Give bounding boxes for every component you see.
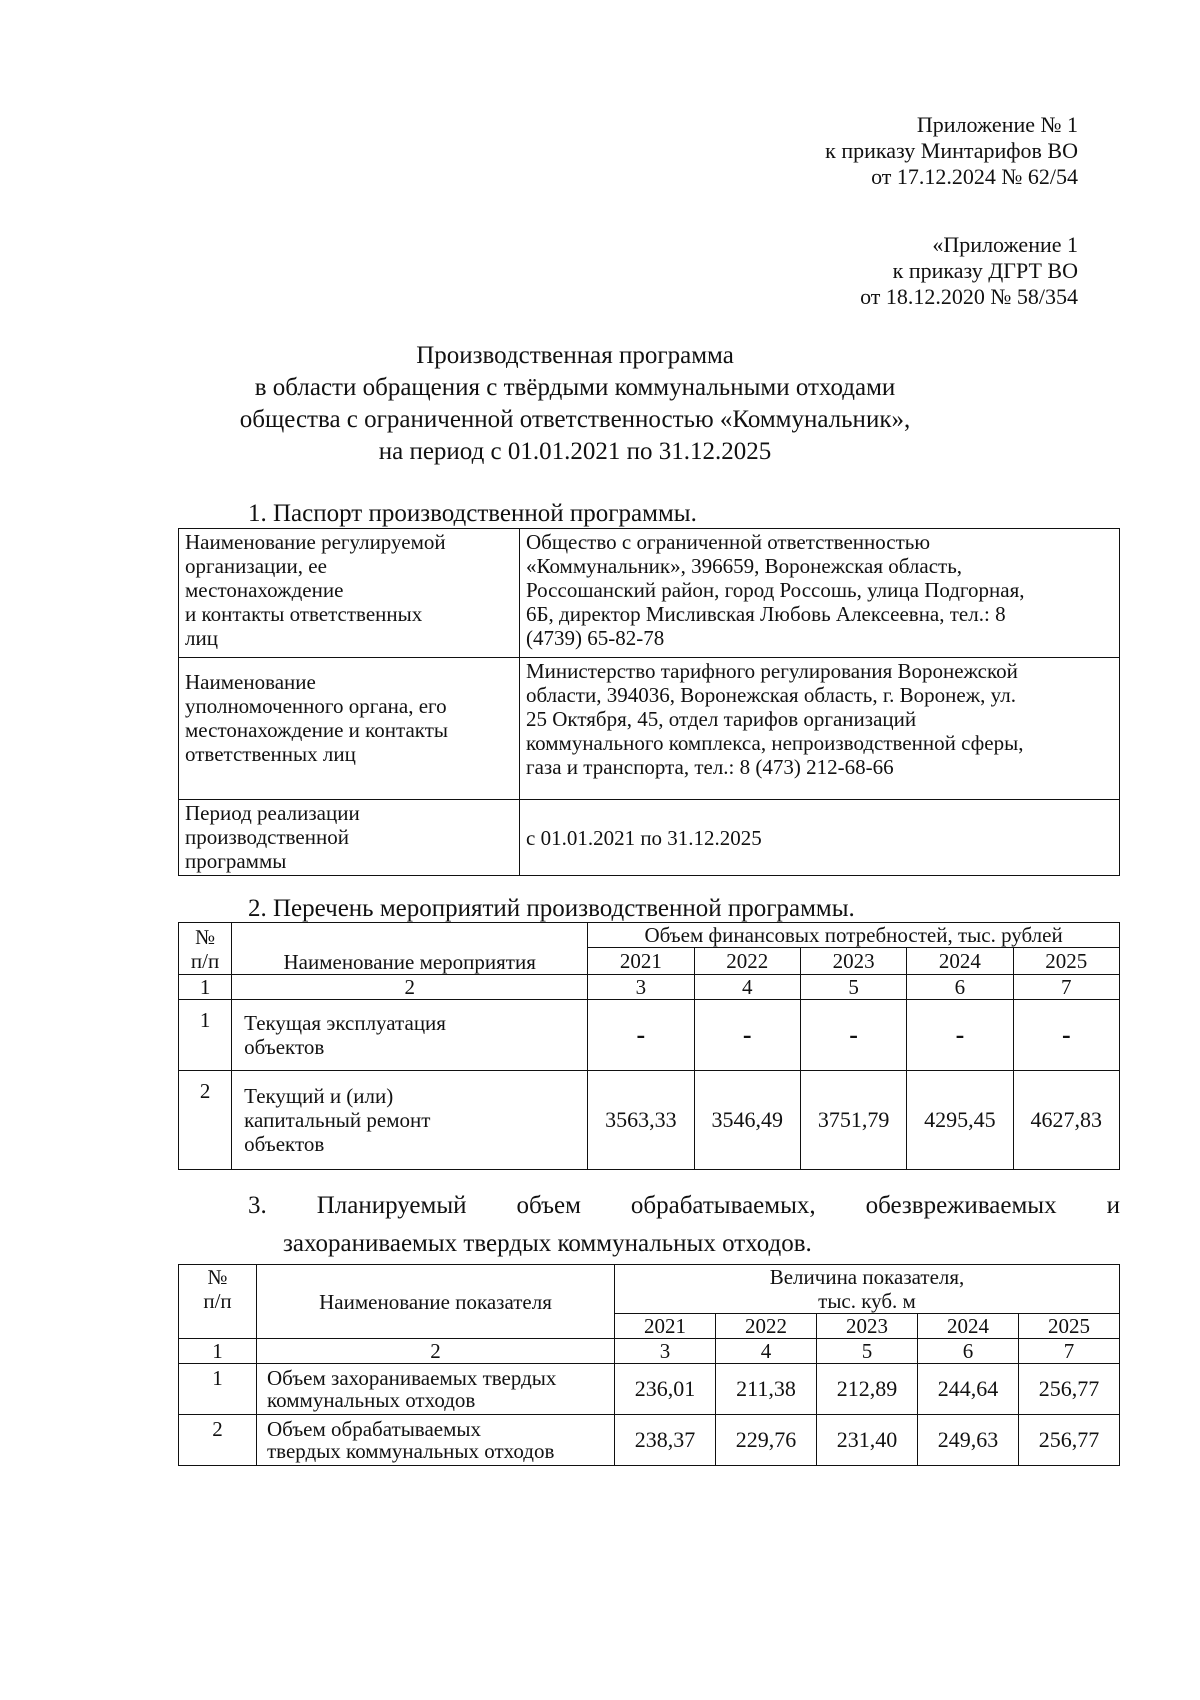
appendix-line: к приказу Минтарифов ВО [825, 138, 1078, 163]
table-header-row [179, 1265, 1120, 1314]
measure-name: Текущая эксплуатация объектов [232, 1000, 588, 1071]
column-number: 5 [817, 1339, 918, 1364]
section1-heading: 1. Паспорт производственной программы. [248, 500, 697, 527]
cell-value: 238,37 [615, 1415, 716, 1466]
appendix-line: от 17.12.2024 № 62/54 [871, 164, 1078, 189]
cell-value: 256,77 [1019, 1364, 1120, 1415]
header-name: Наименование мероприятия [232, 923, 588, 975]
header-group: Величина показателя, тыс. куб. м [615, 1265, 1120, 1314]
table-row [179, 658, 1120, 800]
header-year: 2023 [817, 1314, 918, 1339]
column-number: 3 [615, 1339, 716, 1364]
column-number-row [179, 975, 1120, 1000]
cell-value: 244,64 [918, 1364, 1019, 1415]
section3-heading-line2: захораниваемых твердых коммунальных отходов. [283, 1230, 812, 1257]
measures-table [178, 922, 1120, 1170]
column-number: 4 [716, 1339, 817, 1364]
cell-value: 3563,33 [588, 1071, 694, 1170]
column-number: 6 [918, 1339, 1019, 1364]
title-line: общества с ограниченной ответственностью «Коммунальник», [239, 406, 911, 433]
appendix-line: от 18.12.2020 № 58/354 [860, 284, 1078, 309]
row-number: 1 [179, 1364, 257, 1415]
header-year: 2025 [1019, 1314, 1120, 1339]
cell-value: - [694, 1000, 800, 1071]
row-number: 2 [179, 1071, 232, 1170]
cell-value: - [1013, 1000, 1119, 1071]
title-line: на период с 01.01.2021 по 31.12.2025 [378, 438, 772, 465]
passport-label: Период реализации производственной программы [179, 800, 520, 876]
table-row [179, 1071, 1120, 1170]
header-number: № п/п [179, 1265, 257, 1339]
cell-value: 229,76 [716, 1415, 817, 1466]
table-row [179, 1415, 1120, 1466]
indicator-name: Объем обрабатываемых твердых коммунальных отходов [257, 1415, 615, 1466]
header-number: № п/п [179, 923, 232, 975]
appendix-line: «Приложение 1 [932, 232, 1078, 257]
column-number: 7 [1019, 1339, 1120, 1364]
cell-value: 3751,79 [800, 1071, 906, 1170]
header-year: 2021 [615, 1314, 716, 1339]
column-number: 3 [588, 975, 694, 1000]
appendix-line: Приложение № 1 [916, 112, 1078, 137]
document-title [150, 340, 1000, 468]
section3-heading: 3. Планируемый объем обрабатываемых, обезвреживаемых и [248, 1192, 1120, 1219]
column-number: 6 [907, 975, 1013, 1000]
cell-value: - [800, 1000, 906, 1071]
header-name: Наименование показателя [257, 1265, 615, 1339]
table-row [179, 1000, 1120, 1071]
passport-value: Министерство тарифного регулирования Воронежской области, 394036, Воронежская область, г. Воронеж, ул. 25 Октября, 45, отдел тарифов организаций коммунального комплекса, непроизводственной сферы, газа и транспорта, тел.: 8 (473) 212-68-66 [520, 658, 1120, 800]
volumes-table [178, 1264, 1120, 1466]
header-year: 2022 [694, 948, 800, 975]
header-year: 2021 [588, 948, 694, 975]
column-number: 2 [232, 975, 588, 1000]
cell-value: 231,40 [817, 1415, 918, 1466]
indicator-name: Объем захораниваемых твердых коммунальных отходов [257, 1364, 615, 1415]
header-year: 2024 [907, 948, 1013, 975]
cell-value: 236,01 [615, 1364, 716, 1415]
header-year: 2024 [918, 1314, 1019, 1339]
passport-label: Наименование уполномоченного органа, его местонахождение и контакты ответственных лиц [179, 658, 520, 800]
section2-heading: 2. Перечень мероприятий производственной программы. [248, 895, 855, 922]
cell-value: 3546,49 [694, 1071, 800, 1170]
cell-value: 212,89 [817, 1364, 918, 1415]
original-appendix-reference [860, 232, 1078, 310]
row-number: 1 [179, 1000, 232, 1071]
column-number: 1 [179, 975, 232, 1000]
cell-value: - [588, 1000, 694, 1071]
passport-table [178, 528, 1120, 876]
appendix-reference [825, 112, 1078, 190]
table-row [179, 1364, 1120, 1415]
cell-value: - [907, 1000, 1013, 1071]
cell-value: 4627,83 [1013, 1071, 1119, 1170]
appendix-line: к приказу ДГРТ ВО [892, 258, 1078, 283]
table-header-row [179, 923, 1120, 948]
passport-value: с 01.01.2021 по 31.12.2025 [520, 800, 1120, 876]
cell-value: 256,77 [1019, 1415, 1120, 1466]
column-number: 5 [800, 975, 906, 1000]
row-number: 2 [179, 1415, 257, 1466]
table-row [179, 529, 1120, 658]
column-number-row [179, 1339, 1120, 1364]
column-number: 7 [1013, 975, 1119, 1000]
header-year: 2022 [716, 1314, 817, 1339]
cell-value: 4295,45 [907, 1071, 1013, 1170]
header-year: 2025 [1013, 948, 1119, 975]
cell-value: 249,63 [918, 1415, 1019, 1466]
title-line: Производственная программа [416, 342, 734, 369]
title-line: в области обращения с твёрдыми коммунальными отходами [254, 374, 896, 401]
passport-value: Общество с ограниченной ответственностью «Коммунальник», 396659, Воронежская область, Россошанский район, город Россошь, улица Подгорная, 6Б, директор Мисливская Любовь Алексеевна, тел.: 8 (4739) 65-82-78 [520, 529, 1120, 658]
column-number: 4 [694, 975, 800, 1000]
column-number: 1 [179, 1339, 257, 1364]
passport-label: Наименование регулируемой организации, ее местонахождение и контакты ответственных лиц [179, 529, 520, 658]
measure-name: Текущий и (или) капитальный ремонт объектов [232, 1071, 588, 1170]
header-group: Объем финансовых потребностей, тыс. рублей [588, 923, 1120, 948]
cell-value: 211,38 [716, 1364, 817, 1415]
table-row [179, 800, 1120, 876]
column-number: 2 [257, 1339, 615, 1364]
header-year: 2023 [800, 948, 906, 975]
